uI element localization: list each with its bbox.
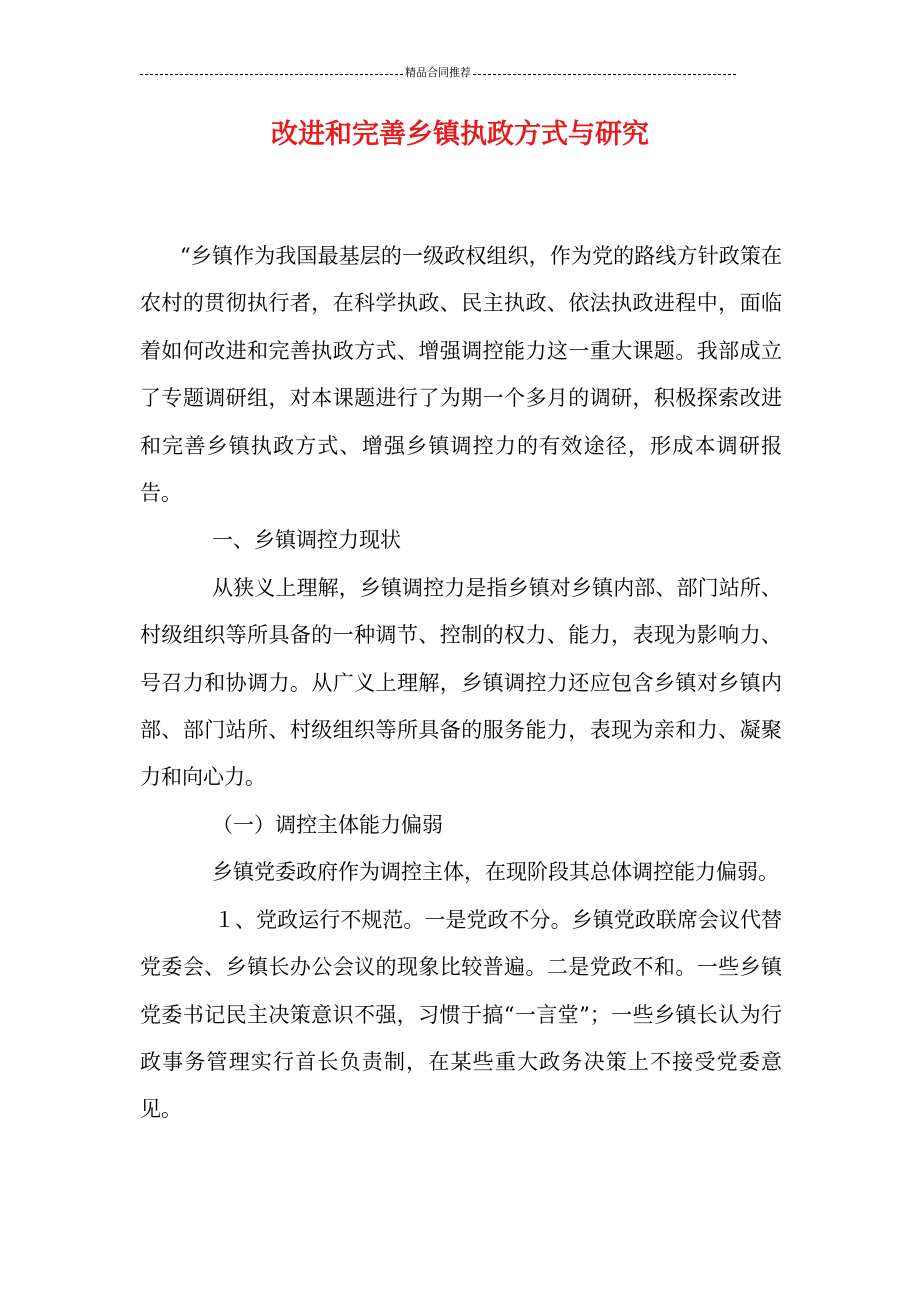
document-body: [140, 233, 782, 1134]
header-dash-left: [140, 74, 403, 75]
subsection-heading-1: （一）调控主体能力偏弱: [212, 812, 443, 837]
section-heading-1: 一、乡镇调控力现状: [212, 528, 401, 553]
page-header: [140, 66, 736, 80]
document-title: 改进和完善乡镇执政方式与研究: [271, 119, 649, 150]
paragraph-definition: 从狭义上理解，乡镇调控力是指乡镇对乡镇内部、部门站所、村级组织等所具备的一种调节、控制的权力、能力，表现为影响力、号召力和协调力。从广义上理解，乡镇调控力还应包含乡镇对乡镇内部、部门站所、村级组织等所具备的服务能力，表现为亲和力、凝聚力和向心力。: [140, 575, 782, 790]
paragraph-subject: 乡镇党委政府作为调控主体，在现阶段其总体调控能力偏弱。: [212, 860, 779, 885]
header-label: 精品合同推荐: [405, 66, 471, 79]
header-dash-right: [473, 74, 736, 75]
paragraph-item-1: １、党政运行不规范。一是党政不分。乡镇党政联席会议代替党委会、乡镇长办公会议的现象比较普遍。二是党政不和。一些乡镇党委书记民主决策意识不强，习惯于搞“一言堂”；一些乡镇长认为行政事务管理实行首长负责制，在某些重大政务决策上不接受党委意见。: [140, 907, 782, 1122]
paragraph-intro: “乡镇作为我国最基层的一级政权组织，作为党的路线方针政策在农村的贯彻执行者，在科学执政、民主执政、依法执政进程中，面临着如何改进和完善执政方式、增强调控能力这一重大课题。我部成立了专题调研组，对本课题进行了为期一个多月的调研，积极探索改进和完善乡镇执政方式、增强乡镇调控力的有效途径，形成本调研报告。: [140, 244, 782, 506]
